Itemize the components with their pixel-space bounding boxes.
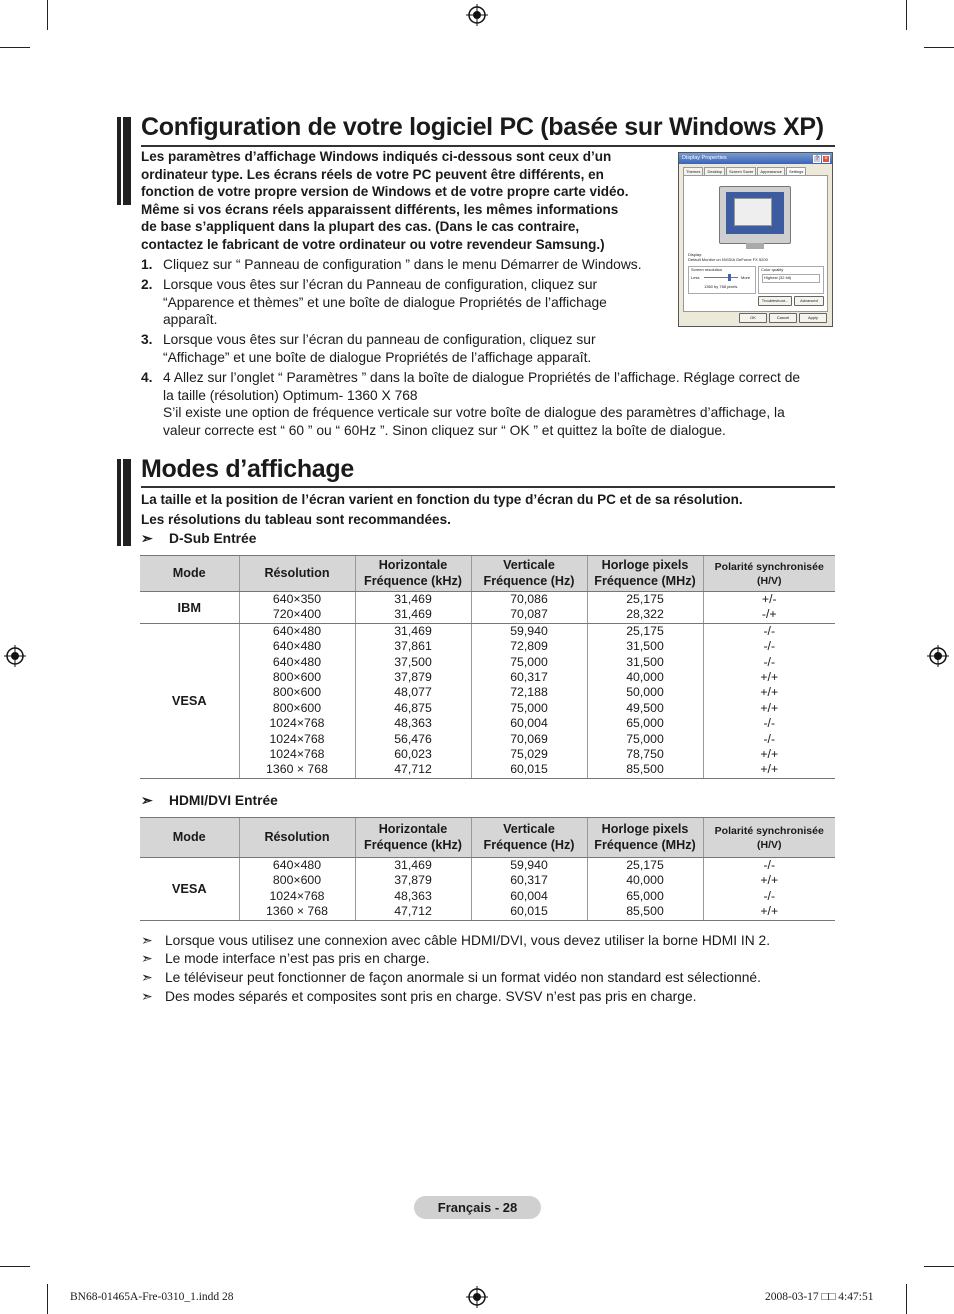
pol-value: +/+ [760,904,779,919]
h-value: 37,879 [394,873,432,888]
clk-value: 50,000 [626,685,664,700]
note-arrow-icon: ➣ [141,969,153,985]
crop-mark [0,1266,30,1267]
note-3: ➣ Le téléviseur peut fonctionner de façon anormale si un format vidéo non standard est sélectionné. [141,969,761,985]
v-value: 59,940 [510,623,548,638]
pol-value: -/- [763,858,776,872]
heading-rule [141,145,835,147]
v-value: 75,000 [510,700,548,715]
note-arrow-icon: ➣ [141,793,153,808]
h-value: 31,469 [394,858,432,872]
h-value: 47,712 [394,762,432,777]
step-2: 2. Lorsque vous êtes sur l’écran du Panneau de configuration, cliquez sur “Apparence et thèmes” et une boîte de dialogue Propriétés de l’affichage apparaît. [141,277,607,327]
pol-value: -/- [763,623,776,638]
header-vertical: Verticale Fréquence (Hz) [471,556,587,592]
clk-value: 31,500 [626,639,664,654]
h-cell [355,623,471,778]
heading-bar [117,117,131,205]
clk-value: 85,500 [626,762,664,777]
v-value: 75,029 [510,747,548,762]
crop-mark [47,1284,48,1314]
pol-value: +/+ [760,670,779,685]
h-value: 31,469 [394,623,432,638]
pol-value: -/- [763,654,776,669]
h-cell [355,858,471,921]
res-value: 800×600 [272,700,322,715]
clk-value: 49,500 [626,700,664,715]
display-value: Default Monitor on NVIDIA GeForce FX 5200 [688,257,768,262]
mode-cell: IBM [140,592,239,624]
pol-value: -/- [763,639,776,654]
crop-mark [924,1266,954,1267]
note-arrow-icon: ➣ [141,531,153,546]
tab-themes[interactable]: Themes [683,167,703,175]
hdmi-label: ➣ HDMI/DVI Entrée [141,793,278,808]
header-horizontal: Horizontale Fréquence (kHz) [355,556,471,592]
footer-date: 2008-03-17 □□ 4:47:51 [765,1291,874,1303]
pol-cell [703,592,835,624]
header-polarity: Polarité synchronisée (H/V) [703,818,835,858]
res-cell [239,858,355,921]
h-value: 56,476 [394,731,432,746]
res-value: 800×600 [272,670,322,685]
section1-intro: Les paramètres d’affichage Windows indiqués ci-dessous sont ceux d’un ordinateur type. Les écrans réels de votre PC peuvent être différents, en fonction de votre propre version de Windows et de votre propre carte vidéo. Même si vos écrans réels apparaissent différents, les mêmes informations de base s’appliquent dans la plupart des cas. (Dans le cas contraire, contactez le fabricant de votre ordinateur ou votre revendeur Samsung.) [141,149,629,252]
color-label: Color quality [761,267,784,272]
header-vertical: Verticale Fréquence (Hz) [471,818,587,858]
res-value: 800×600 [272,685,322,700]
v-value: 60,317 [510,670,548,685]
mode-cell: VESA [140,858,239,921]
apply-button[interactable]: Apply [799,313,827,323]
crop-mark [47,0,48,30]
window-title: Display Properties [682,155,727,161]
v-cell [471,592,587,624]
clk-value: 40,000 [626,670,664,685]
resolution-value: 1360 by 768 pixels [704,284,738,289]
crop-mark [906,1284,907,1314]
v-cell [471,623,587,778]
crop-mark [924,47,954,48]
section2-intro: La taille et la position de l’écran varient en fonction du type d’écran du PC et de sa résolution. Les résolutions du tableau sont recommandées. [141,492,743,527]
clk-value: 85,500 [626,904,664,919]
clk-value: 25,175 [626,858,664,872]
header-mode: Mode [140,556,239,592]
h-value: 48,363 [394,716,432,731]
v-value: 60,004 [510,716,548,731]
res-value: 1024×768 [269,747,325,762]
clk-value: 78,750 [626,747,664,762]
hdmi-table [140,817,835,921]
res-cell [239,592,355,624]
note-1: ➣ Lorsque vous utilisez une connexion avec câble HDMI/DVI, vous devez utiliser la borne HDMI IN 2. [141,932,771,948]
header-resolution: Résolution [239,818,355,858]
note-4: ➣ Des modes séparés et composites sont pris en charge. SVSV n’est pas pris en charge. [141,988,697,1004]
h-value: 31,469 [394,592,432,606]
res-cell [239,623,355,778]
step-4: 4. 4 Allez sur l’onglet “ Paramètres ” dans la boîte de dialogue Propriétés de l’affichage. Réglage correct de la taille (résolution) Optimum- 1360 X 768 S’il existe une option de fréquence verticale sur votre boîte de dialogue des paramètres d’affichage, la valeur correcte est “ 60 ” ou “ 60Hz ”. Sinon cliquez sur “ OK ” et quittez la boîte de dialogue. [141,370,801,438]
clk-value: 31,500 [626,654,664,669]
res-value: 640×480 [272,639,322,654]
h-value: 37,861 [394,639,432,654]
note-arrow-icon: ➣ [141,950,153,966]
pol-cell [703,858,835,921]
step-1: 1. Cliquez sur “ Panneau de configuration ” dans le menu Démarrer de Windows. [141,257,642,272]
v-value: 60,004 [510,888,548,903]
heading-rule [141,486,835,488]
h-value: 60,023 [394,747,432,762]
pol-value: +/- [761,592,777,606]
pol-value: -/- [763,888,776,903]
registration-mark-icon [466,4,488,26]
display-label: Display: [688,252,703,257]
v-value: 59,940 [510,858,548,872]
registration-mark-icon [927,645,949,667]
clk-value: 75,000 [626,731,664,746]
clk-cell [587,858,703,921]
pol-cell [703,623,835,778]
tab-appearance[interactable]: Appearance [757,167,785,175]
page-number-badge: Français - 28 [414,1196,541,1219]
monitor-icon [719,186,791,244]
heading-bar [117,459,131,546]
v-value: 72,188 [510,685,548,700]
pol-value: -/- [763,716,776,731]
header-pixel-clock: Horloge pixels Fréquence (MHz) [587,818,703,858]
v-cell [471,858,587,921]
dsub-label: ➣ D-Sub Entrée [141,531,257,546]
pol-value: +/+ [760,873,779,888]
more-label: More [741,275,751,280]
pol-value: +/+ [760,762,779,777]
h-value: 48,363 [394,888,432,903]
window-titlebar [679,153,832,164]
header-resolution: Résolution [239,556,355,592]
less-label: Less [691,275,700,280]
ok-button[interactable]: OK [739,313,767,323]
table-row [140,623,835,778]
table-row [140,592,835,624]
res-value: 800×600 [272,873,322,888]
cancel-button[interactable]: Cancel [769,313,797,323]
v-value: 72,809 [510,639,548,654]
note-arrow-icon: ➣ [141,988,153,1004]
resolution-label: Screen resolution [691,267,723,272]
clk-value: 65,000 [626,716,664,731]
header-polarity: Polarité synchronisée (H/V) [703,556,835,592]
v-value: 70,086 [510,592,548,606]
h-value: 37,879 [394,670,432,685]
res-value: 640×480 [272,654,322,669]
note-arrow-icon: ➣ [141,932,153,948]
close-icon[interactable]: × [822,155,830,163]
res-value: 1024×768 [269,731,325,746]
clk-cell [587,592,703,624]
res-value: 640×350 [272,592,322,606]
pol-value: +/+ [760,700,779,715]
h-value: 37,500 [394,654,432,669]
clk-value: 28,322 [626,607,664,622]
clk-cell [587,623,703,778]
clk-value: 25,175 [626,623,664,638]
registration-mark-icon [4,645,26,667]
v-value: 60,015 [510,762,548,777]
troubleshoot-button[interactable]: Troubleshoot... [758,296,792,306]
header-pixel-clock: Horloge pixels Fréquence (MHz) [587,556,703,592]
dsub-table [140,555,835,779]
crop-mark [906,0,907,30]
header-mode: Mode [140,818,239,858]
v-value: 75,000 [510,654,548,669]
res-value: 1360 × 768 [266,904,328,919]
header-horizontal: Horizontale Fréquence (kHz) [355,818,471,858]
v-value: 60,015 [510,904,548,919]
v-value: 70,069 [510,731,548,746]
h-value: 46,875 [394,700,432,715]
display-properties-window [678,152,833,327]
crop-mark [0,47,30,48]
step-3: 3. Lorsque vous êtes sur l’écran du panneau de configuration, cliquez sur “Affichage” et une boîte de dialogue Propriétés de l’affichage apparaît. [141,332,596,365]
res-value: 720×400 [272,607,322,622]
mode-cell: VESA [140,623,239,778]
res-value: 1024×768 [269,888,325,903]
h-value: 47,712 [394,904,432,919]
tab-screen-saver[interactable]: Screen Saver [726,167,756,175]
v-value: 60,317 [510,873,548,888]
h-value: 31,469 [394,607,432,622]
settings-panel [683,175,828,312]
slider-thumb[interactable] [728,274,731,281]
note-2: ➣ Le mode interface n’est pas pris en charge. [141,950,430,966]
window-tabs [683,167,807,175]
res-value: 640×480 [272,858,322,872]
advanced-button[interactable]: Advanced [794,296,824,306]
registration-mark-icon [466,1286,488,1308]
table-header-row [140,556,835,592]
help-icon[interactable]: ? [813,155,821,163]
h-value: 48,077 [394,685,432,700]
color-value: Highest (32 bit) [764,275,792,280]
table-header-row [140,818,835,858]
tab-settings[interactable]: Settings [786,167,806,175]
h-cell [355,592,471,624]
table-row [140,858,835,921]
resolution-slider[interactable] [704,277,738,278]
res-value: 1024×768 [269,716,325,731]
clk-value: 65,000 [626,888,664,903]
res-value: 640×480 [272,623,322,638]
clk-value: 25,175 [626,592,664,606]
pol-value: -/- [763,731,776,746]
pol-value: +/+ [760,685,779,700]
tab-desktop[interactable]: Desktop [704,167,725,175]
pol-value: +/+ [760,747,779,762]
pol-value: -/+ [761,607,777,622]
section1-title: Configuration de votre logiciel PC (basée sur Windows XP) [141,113,824,141]
res-value: 1360 × 768 [266,762,328,777]
v-value: 70,087 [510,607,548,622]
footer-file: BN68-01465A-Fre-0310_1.indd 28 [70,1291,234,1303]
section2-title: Modes d’affichage [141,455,354,483]
clk-value: 40,000 [626,873,664,888]
